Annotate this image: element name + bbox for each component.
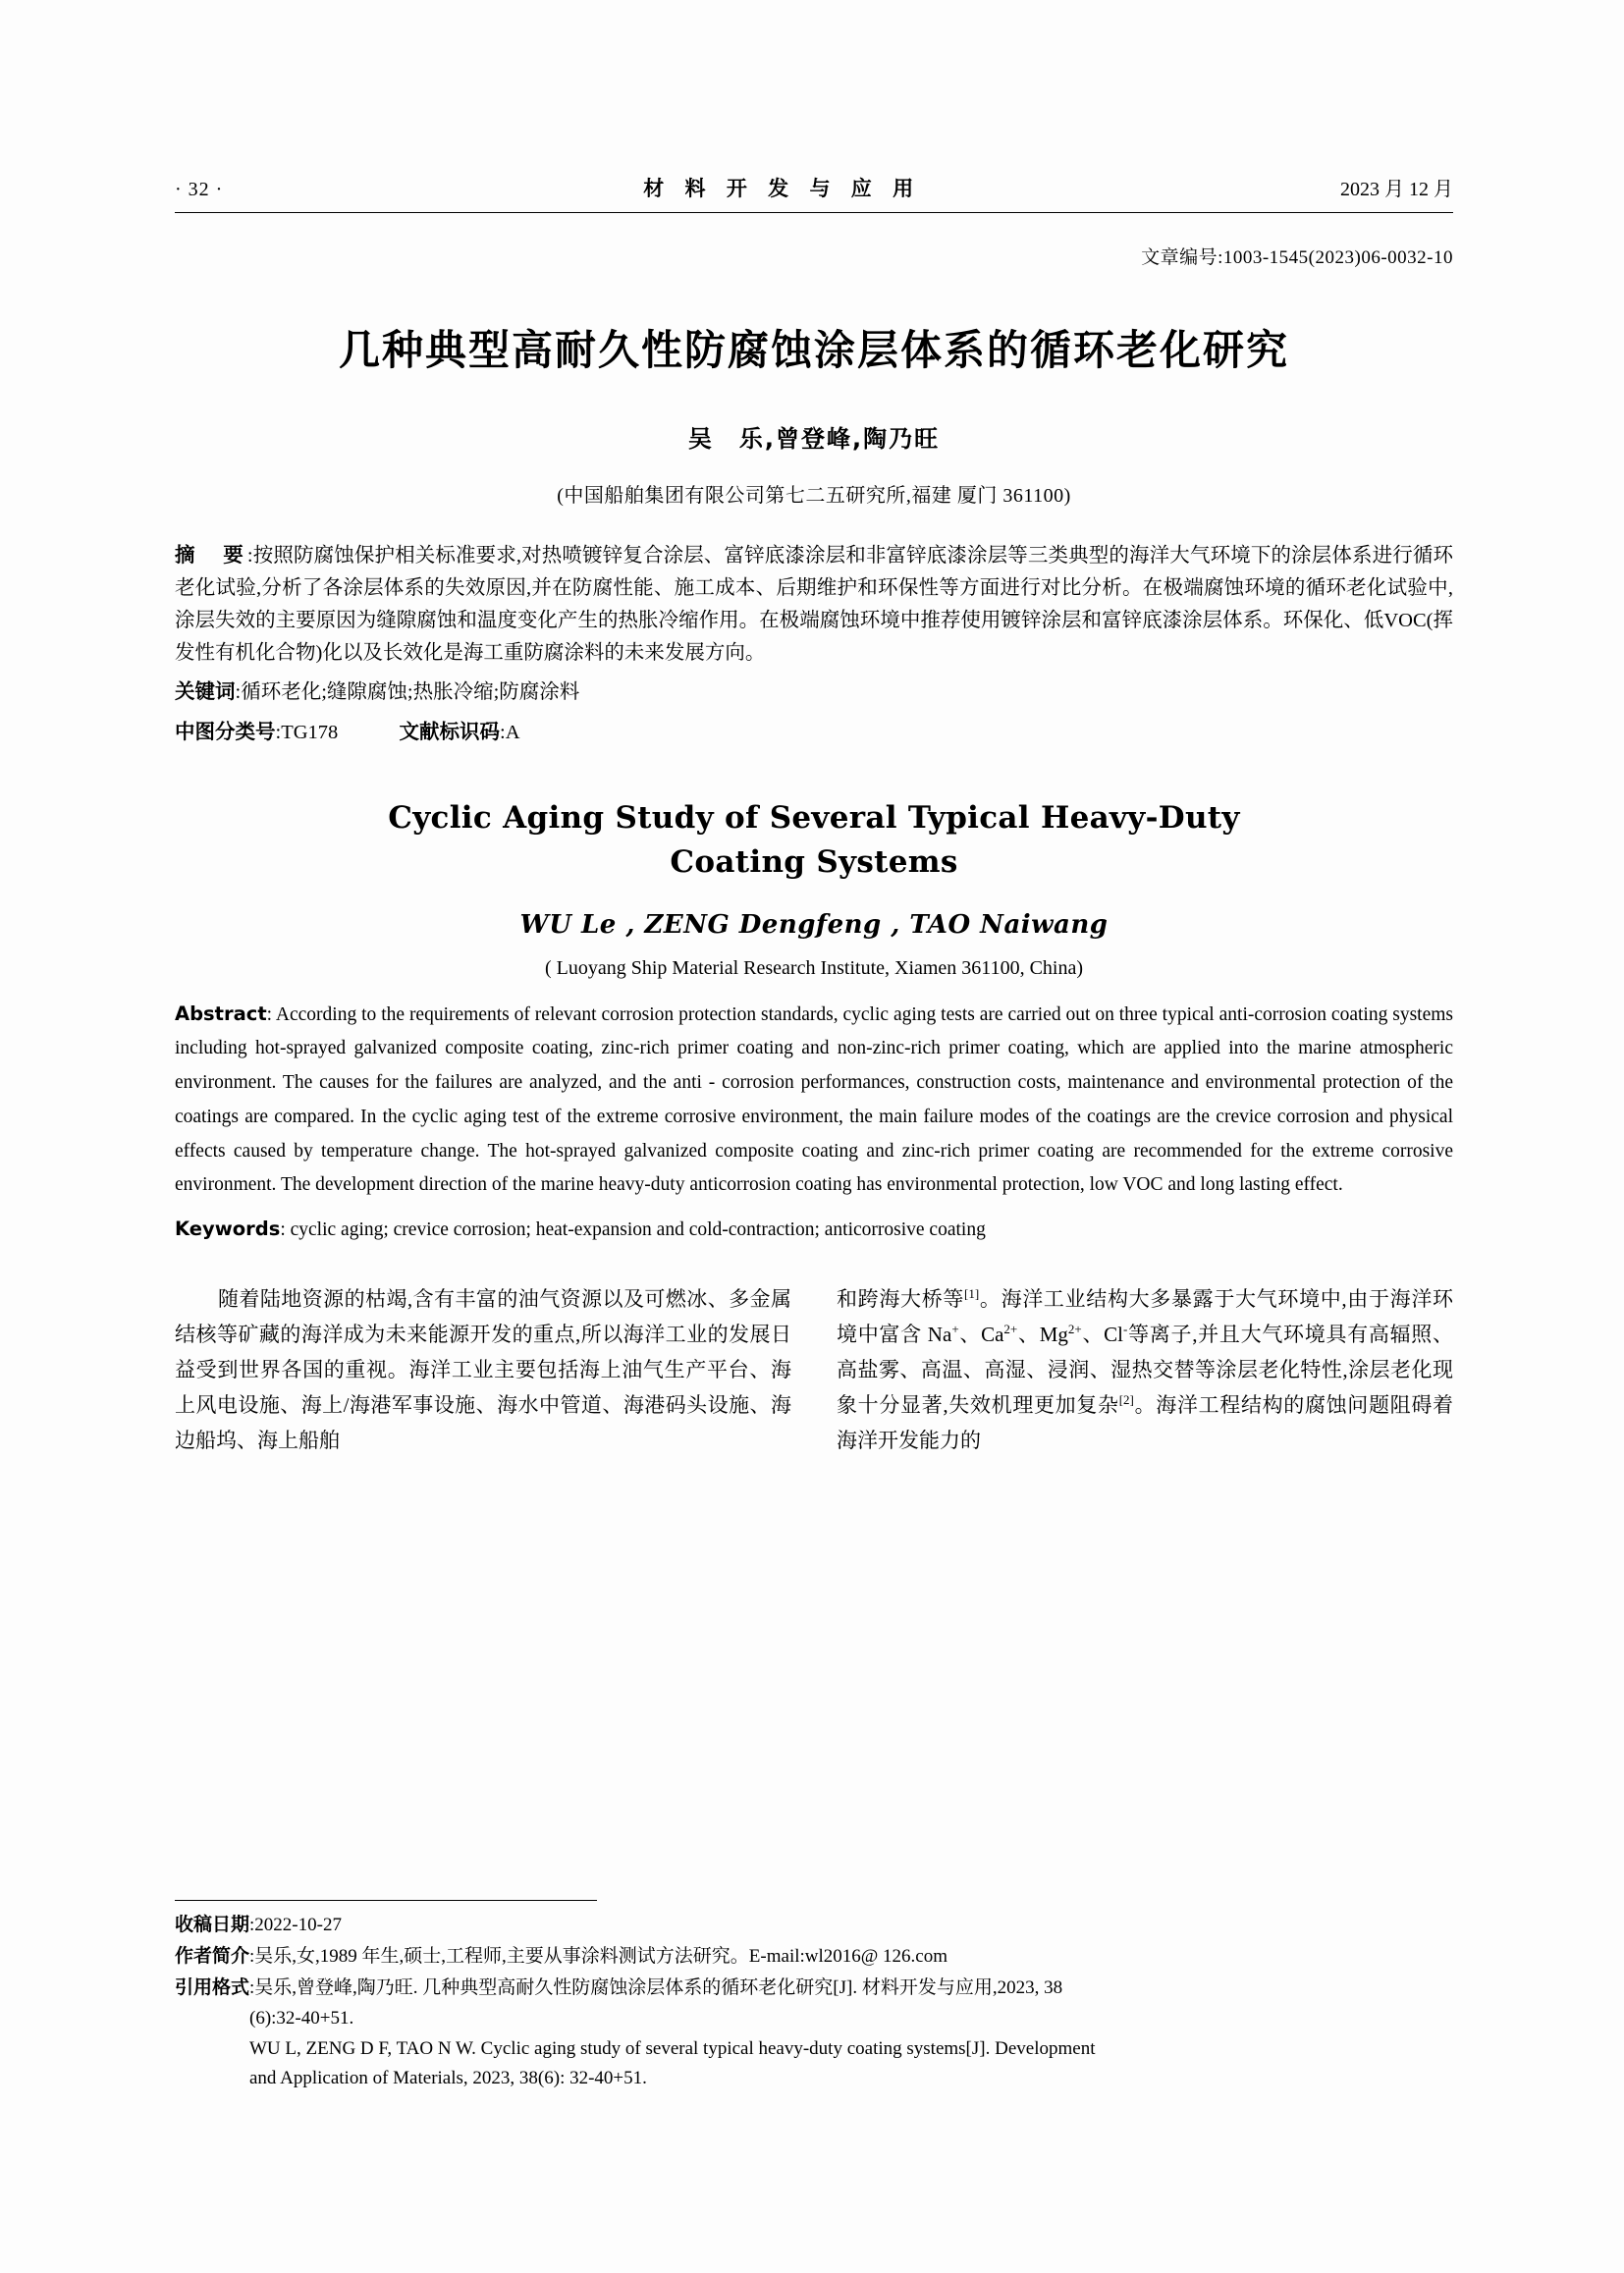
body-column-right — [837, 1281, 1453, 1459]
article-number: 文章编号:1003-1545(2023)06-0032-10 — [1141, 247, 1453, 268]
footnote-citation-cn-2: (6):32-40+51. — [249, 2007, 354, 2029]
running-head — [175, 173, 1453, 213]
sup-cl: - — [1123, 1321, 1128, 1336]
journal-name: 材 料 开 发 与 应 用 — [643, 177, 921, 200]
footnote-citation-en-1: WU L, ZENG D F, TAO N W. Cyclic aging study of several typical heavy-duty coating systems[J]. Development — [249, 2037, 1096, 2059]
chinese-keywords-text: 循环老化;缝隙腐蚀;热胀冷缩;防腐涂料 — [241, 681, 580, 704]
english-keywords-label: Keywords — [175, 1217, 281, 1240]
chinese-keywords-label: 关键词 — [175, 679, 236, 704]
sup-ca: 2+ — [1003, 1321, 1018, 1336]
body-paragraph-left: 随着陆地资源的枯竭,含有丰富的油气资源以及可燃冰、多金属结核等矿藏的海洋成为未来能源开发的重点,所以海洋工业的发展日益受到世界各国的重视。海洋工业主要包括海上油气生产平台、海上风电设施、海上/海港军事设施、海水中管道、海港码头设施、海边船坞、海上船舶 — [175, 1286, 791, 1453]
chinese-abstract-text: 按照防腐蚀保护相关标准要求,对热喷镀锌复合涂层、富锌底漆涂层和非富锌底漆涂层等三类典型的海洋大气环境下的涂层体系进行循环老化试验,分析了各涂层体系的失效原因,并在防腐性能、施工成本、后期维护和环保性等方面进行对比分析。在极端腐蚀环境的循环老化试验中,涂层失效的主要原因为缝隙腐蚀和温度变化产生的热胀冷缩作用。在极端腐蚀环境中推荐使用镀锌涂层和富锌底漆涂层体系。环保化、低VOC(挥发性有机化合物)化以及长效化是海工重防腐涂料的未来发展方向。 — [175, 544, 1453, 665]
footnotes — [175, 1900, 1453, 2095]
body-right-tail: 等离子,并且大气环境具有高辐照、高盐雾、高温、高湿、浸润、湿热交替等涂层老化特性,涂层老化现象十分显著,失效机理更加复杂 — [837, 1322, 1454, 1417]
english-title — [175, 796, 1453, 885]
bio-label: 作者简介 — [175, 1944, 250, 1967]
received-value: 2022-10-27 — [254, 1915, 342, 1935]
sup-mg: 2+ — [1067, 1321, 1082, 1336]
chinese-authors: 吴 乐,曾登峰,陶乃旺 — [687, 424, 941, 453]
sup-na: + — [951, 1321, 959, 1336]
body-right-cl: 、Cl — [1081, 1322, 1124, 1346]
english-abstract-text: According to the requirements of relevant corrosion protection standards, cyclic aging tests are carried out on three typical anti-corrosion coating systems including hot-sprayed galvanized composite coating, zinc-rich primer coating and non-zinc-rich primer coating, which are applied into the marine atmospheric environment. The causes for the failures are analyzed, and the anti - corrosion performances, construction costs, maintenance and environmental protection of the coatings are compared. In the cyclic aging test of the extreme corrosive environment, the main failure modes of the coatings are the crevice corrosion and physical effects caused by temperature change. The hot-sprayed galvanized composite coating and zinc-rich primer coating are recommended for the extreme corrosive environment. The development direction of the marine heavy-duty anticorrosion coating has environmental protection, low VOC and long lasting effect. — [175, 1003, 1453, 1196]
bio-value: 吴乐,女,1989 年生,硕士,工程师,主要从事涂料测试方法研究。E-mail:wl2016@ 126.com — [254, 1945, 947, 1967]
paper-content — [175, 173, 1453, 1458]
body-column-left — [175, 1281, 791, 1459]
chinese-keywords: 关键词:循环老化;缝隙腐蚀;热胀冷缩;防腐涂料 — [175, 679, 580, 704]
footnote-citation-en-2: and Application of Materials, 2023, 38(6): 32-40+51. — [249, 2068, 647, 2089]
body-right-end: 。海洋工程结构的腐蚀问题阻碍着海洋开发能力的 — [837, 1392, 1454, 1453]
english-affiliation: ( Luoyang Ship Material Research Institute, Xiamen 361100, China) — [544, 956, 1084, 979]
body-columns — [175, 1281, 1453, 1459]
footnote-divider — [175, 1900, 597, 1901]
body-right-mid: 。海洋工业结构大多暴露于大气环境中,由于海洋环境中富含 Na — [837, 1286, 1453, 1346]
body-paragraph-right — [837, 1281, 1453, 1459]
page-title: 几种典型高耐久性防腐蚀涂层体系的循环老化研究 — [338, 326, 1289, 374]
clc-value: TG178 — [281, 721, 339, 743]
citation-ref-2: [2] — [1118, 1391, 1134, 1407]
citation-ref-1: [1] — [964, 1285, 980, 1301]
page-number: · 32 · — [175, 179, 224, 200]
cite-value-cn-1: 吴乐,曾登峰,陶乃旺. 几种典型高耐久性防腐蚀涂层体系的循环老化研究[J]. 材料开发与应用,2023, 38 — [254, 1976, 1063, 1998]
english-abstract: Abstract: According to the requirements of relevant corrosion protection standards, cyclic aging tests are carried out on three typical anti-corrosion coating systems including hot-sprayed galvanized composite coating, zinc-rich primer coating and non-zinc-rich primer coating, which are applied into the marine atmospheric environment. The causes for the failures are analyzed, and the anti - corrosion performances, construction costs, maintenance and environmental protection of the coatings are compared. In the cyclic aging test of the extreme corrosive environment, the main failure modes of the coatings are the crevice corrosion and physical effects caused by temperature change. The hot-sprayed galvanized composite coating and zinc-rich primer coating are recommended for the extreme corrosive environment. The development direction of the marine heavy-duty anticorrosion coating has environmental protection, low VOC and long lasting effect. — [175, 1001, 1453, 1196]
english-authors: WU Le , ZENG Dengfeng , TAO Naiwang — [519, 909, 1109, 940]
body-right-mg: 、Mg — [1017, 1322, 1068, 1346]
english-title-line1: Cyclic Aging Study of Several Typical Heavy-Duty — [388, 799, 1240, 836]
doc-code-value: A — [505, 721, 520, 743]
english-title-line2: Coating Systems — [670, 843, 958, 880]
footnote-received: 收稿日期:2022-10-27 — [175, 1914, 342, 1935]
english-abstract-label: Abstract — [175, 1001, 267, 1025]
doc-code-label: 文献标识码 — [399, 719, 501, 743]
english-keywords-text: cyclic aging; crevice corrosion; heat-expansion and cold-contraction; anticorrosive coating — [290, 1218, 986, 1240]
english-keywords: Keywords: cyclic aging; crevice corrosion; heat-expansion and cold-contraction; anticorrosive coating — [175, 1217, 986, 1240]
chinese-abstract: 摘 要:按照防腐蚀保护相关标准要求,对热喷镀锌复合涂层、富锌底漆涂层和非富锌底漆涂层等三类典型的海洋大气环境下的涂层体系进行循环老化试验,分析了各涂层体系的失效原因,并在防腐性能、施工成本、后期维护和环保性等方面进行对比分析。在极端腐蚀环境的循环老化试验中,涂层失效的主要原因为缝隙腐蚀和温度变化产生的热胀冷缩作用。在极端腐蚀环境中推荐使用镀锌涂层和富锌底漆涂层体系。环保化、低VOC(挥发性有机化合物)化以及长效化是海工重防腐涂料的未来发展方向。 — [175, 542, 1453, 665]
chinese-abstract-label: 摘 要 — [175, 542, 247, 567]
chinese-affiliation: (中国船舶集团有限公司第七二五研究所,福建 厦门 361100) — [557, 484, 1071, 507]
clc-label: 中图分类号 — [175, 719, 276, 743]
body-right-pre: 和跨海大桥等 — [837, 1286, 965, 1311]
cite-label: 引用格式 — [175, 1975, 250, 1998]
chinese-classification: 中图分类号:TG178 文献标识码:A — [175, 719, 520, 743]
issue-date: 2023 月 12 月 — [1339, 179, 1453, 200]
footnote-citation: 引用格式:吴乐,曾登峰,陶乃旺. 几种典型高耐久性防腐蚀涂层体系的循环老化研究[J]. 材料开发与应用,2023, 38 — [175, 1975, 1063, 1998]
body-right-ca: 、Ca — [958, 1322, 1004, 1346]
footnote-bio: 作者简介:吴乐,女,1989 年生,硕士,工程师,主要从事涂料测试方法研究。E-mail:wl2016@ 126.com — [175, 1944, 947, 1967]
received-label: 收稿日期 — [175, 1914, 250, 1935]
